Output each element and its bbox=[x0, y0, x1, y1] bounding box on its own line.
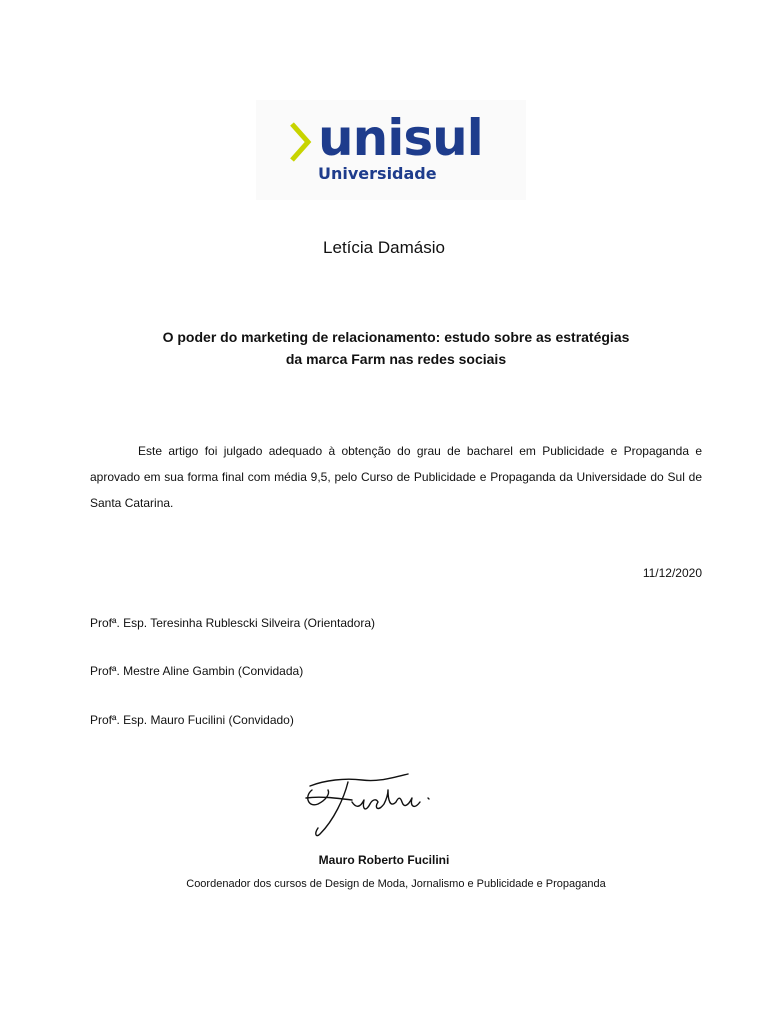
article-title bbox=[100, 326, 692, 370]
coordinator-role: Coordenador dos cursos de Design de Moda, Jornalismo e Publicidade e Propaganda bbox=[186, 878, 606, 890]
unisul-logo bbox=[256, 100, 526, 200]
logo-subtitle: Universidade bbox=[318, 164, 437, 183]
handwritten-signature bbox=[300, 768, 440, 844]
article-title-line-1: O poder do marketing de relacionamento: estudo sobre as estratégias bbox=[162, 329, 630, 345]
examiner-guest-2: Profª. Esp. Mauro Fucilini (Convidado) bbox=[90, 713, 294, 727]
approval-paragraph: Este artigo foi julgado adequado à obtenção do grau de bacharel em Publicidade e Propaganda e aprovado em sua forma final com média 9,5, pelo Curso de Publicidade e Propaganda da Universidade do Sul de Santa Catarina. bbox=[90, 444, 702, 510]
examiner-guest-1: Profª. Mestre Aline Gambin (Convidada) bbox=[90, 664, 304, 678]
author-name: Letícia Damásio bbox=[323, 238, 445, 257]
examiner-advisor: Profª. Esp. Teresinha Rublescki Silveira (Orientadora) bbox=[90, 616, 376, 630]
approval-date: 11/12/2020 bbox=[642, 566, 702, 580]
chevron-right-icon bbox=[286, 120, 316, 164]
article-title-line-2: da marca Farm nas redes sociais bbox=[285, 351, 507, 367]
coordinator-name: Mauro Roberto Fucilini bbox=[318, 853, 450, 867]
logo-wordmark: unisul bbox=[318, 109, 483, 167]
